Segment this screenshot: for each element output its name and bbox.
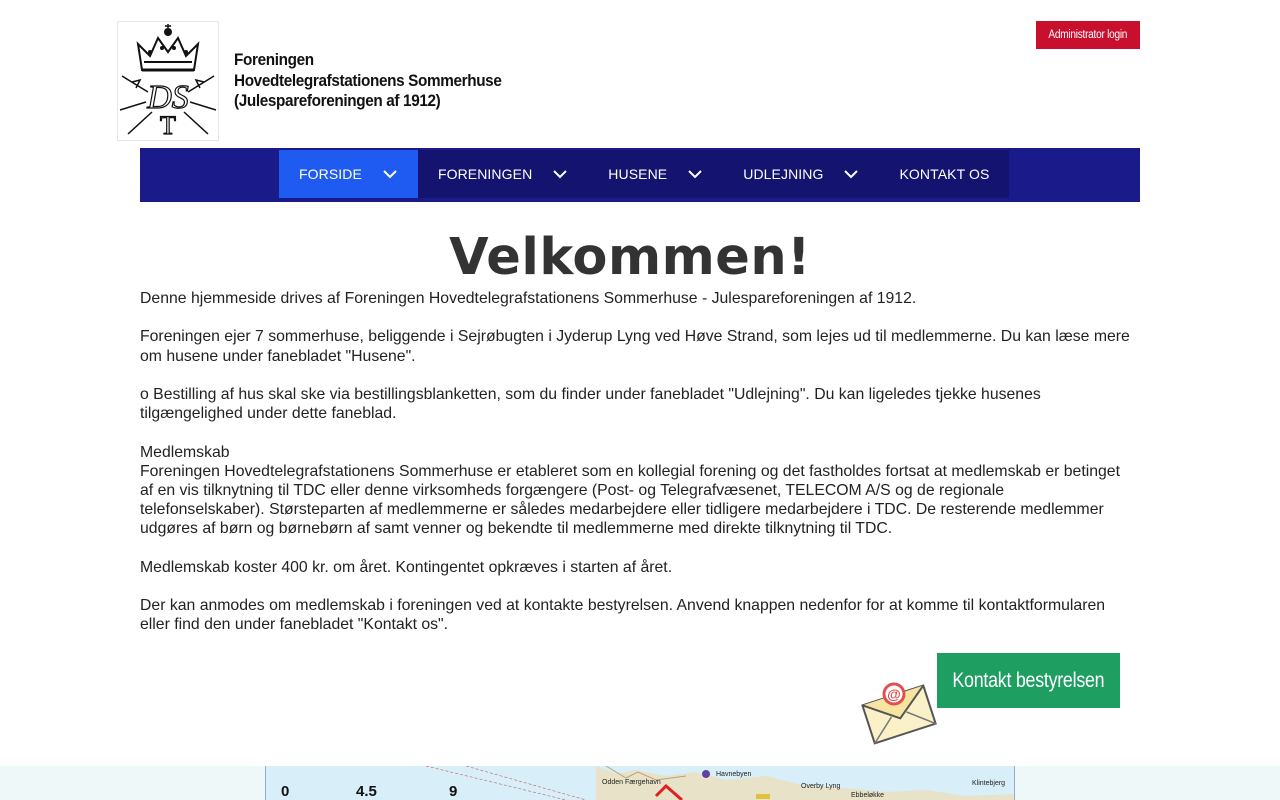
chevron-down-icon[interactable] [687, 166, 703, 182]
paragraph-houses: Foreningen ejer 7 sommerhuse, beliggende i Sejrøbugten i Jyderup Lyng ved Høve Strand, som lejes ud til medlemmerne. Du kan læse mere om husene under fanebladet "Husene". [140, 328, 1130, 365]
chevron-down-icon[interactable] [843, 166, 859, 182]
svg-text:DS: DS [147, 79, 189, 116]
paragraph-booking: o Bestilling af hus skal ske via bestillingsblanketten, som du finder under fanebladet "Udlejning". Du kan ligeledes tjekke husenes tilgængelighed under dette faneblad. [140, 385, 1041, 423]
map-label-havnebyen: Havnebyen [716, 771, 752, 778]
map-label-klintebjerg: Klintebjerg [972, 780, 1006, 787]
map-label-ebbeloekke: Ebbeløkke [851, 792, 885, 799]
email-envelope-icon [860, 676, 940, 746]
crown-emblem-icon [118, 22, 218, 140]
nav-item-label: KONTAKT OS [899, 166, 990, 182]
nav-item-forside[interactable] [279, 150, 418, 198]
map-scale-4-5: 4.5 [356, 783, 377, 800]
nav-item-label: FORENINGEN [437, 166, 533, 182]
nav-item-label: FORSIDE [299, 166, 362, 182]
map-scale-0: 0 [281, 783, 290, 800]
paragraph-membership: Foreningen Hovedtelegrafstationens Sommerhuse er etableret som en kollegial forening og det fastholdes fortsat at medlemskab er betinget af en vis tilknytning til TDC eller denne virksomheds forgængere (Post- og Telegrafvæsenet, TELECOM A/S og de regionale telefonselskaber). Størsteparten af medlemmerne er således medarbejdere eller tidligere medarbejdere i TDC. De resterende medlemmer udgøres af børn og børnebørn af samt venner og bekendte til medlemmerne med direkte tilknytning til TDC. [140, 462, 1120, 538]
membership-heading: Medlemskab [140, 443, 230, 461]
admin-login-label: Administrator login [1048, 29, 1128, 41]
page-title: Velkommen! [449, 228, 811, 287]
nav-menu [279, 150, 1009, 198]
nav-item-udlejning[interactable] [723, 150, 879, 198]
nav-item-label: UDLEJNING [743, 166, 824, 182]
org-name-line-2: Hovedtelegrafstationens Sommerhuse [234, 70, 502, 90]
map-scale-9: 9 [449, 783, 458, 800]
org-name-line-1: Foreningen [234, 50, 314, 69]
map-label-overby-lyng: Overby Lyng [801, 783, 841, 790]
paragraph-apply: Der kan anmodes om medlemskab i foreningen ved at kontakte bestyrelsen. Anvend knappen nedenfor for at komme til kontaktformularen eller find den under fanebladet "Kontakt os". [140, 597, 1106, 634]
contact-board-button[interactable] [937, 653, 1120, 708]
chevron-down-icon[interactable] [382, 166, 398, 182]
svg-text:@: @ [887, 686, 901, 702]
contact-board-label: Kontakt bestyrelsen [952, 668, 1105, 692]
map-image[interactable] [265, 766, 1015, 800]
nav-item-label: HUSENE [608, 166, 668, 182]
nav-item-husene[interactable] [588, 150, 723, 198]
admin-login-button[interactable] [1036, 21, 1140, 49]
org-name-line-3: (Julespareforeningen af 1912) [234, 91, 441, 110]
map-label-odden: Odden Færgehavn [602, 779, 661, 786]
main-content [140, 289, 1130, 654]
paragraph-intro: Denne hjemmeside drives af Foreningen Hovedtelegrafstationens Sommerhuse - Julespareforeningen af 1912. [140, 290, 917, 307]
main-navigation [140, 148, 1140, 202]
svg-text:T: T [160, 111, 176, 140]
nav-item-foreningen[interactable] [418, 150, 588, 198]
paragraph-fee: Medlemskab koster 400 kr. om året. Kontingentet opkræves i starten af året. [140, 558, 673, 576]
logo[interactable] [117, 21, 219, 141]
nav-item-kontakt-os[interactable] [879, 150, 1009, 198]
org-name [234, 50, 501, 112]
chevron-down-icon[interactable] [552, 166, 568, 182]
